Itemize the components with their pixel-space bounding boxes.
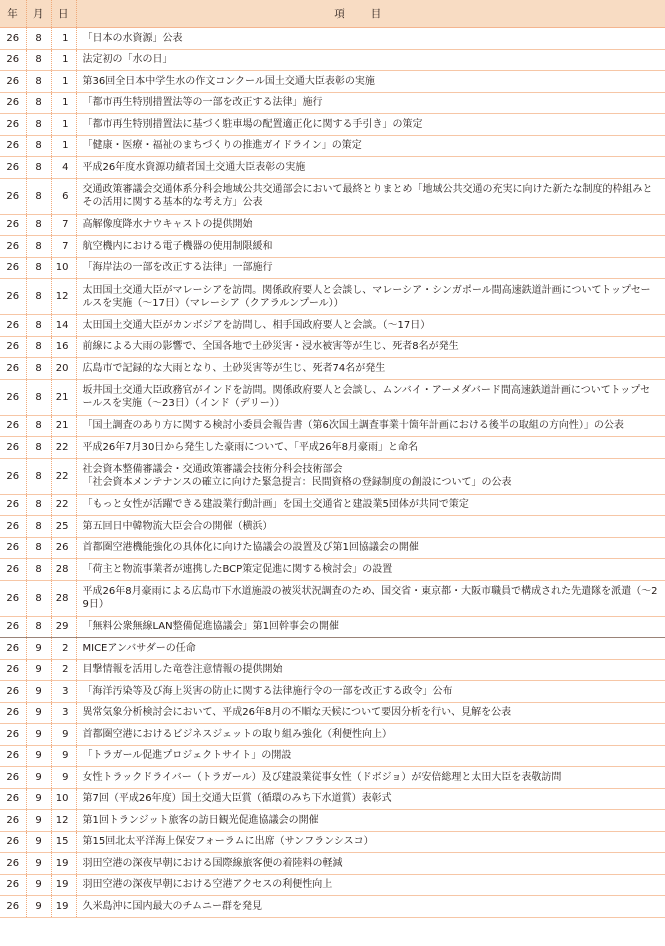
table-row xyxy=(0,49,665,71)
cell-month: 8 xyxy=(26,437,51,459)
item-text: 法定初の「水の日」 xyxy=(82,54,173,66)
cell-year: 26 xyxy=(0,178,26,214)
item-text: 広島市で記録的な大雨となり、土砂災害等が生じ、死者74名が発生 xyxy=(82,362,386,374)
item-text: 羽田空港の深夜早朝における空港アクセスの利便性向上 xyxy=(82,879,333,891)
item-text: 「海洋汚染等及び海上災害の防止に関する法律施行令の一部を改正する政令」公布 xyxy=(82,685,453,697)
table-row xyxy=(0,788,665,810)
table-row xyxy=(0,214,665,236)
cell-year: 26 xyxy=(0,681,26,703)
cell-day: 19 xyxy=(51,896,76,918)
cell-day: 22 xyxy=(51,494,76,516)
cell-month: 8 xyxy=(26,616,51,638)
cell-year: 26 xyxy=(0,214,26,236)
cell-day: 12 xyxy=(51,279,76,315)
cell-month: 8 xyxy=(26,537,51,559)
cell-item xyxy=(76,702,665,724)
cell-year: 26 xyxy=(0,49,26,71)
table-row xyxy=(0,616,665,638)
item-text: 女性トラックドライバー（トラガール）及び建設業従事女性（ドボジョ）が安倍総理と太田大臣を表敬訪問 xyxy=(82,771,562,783)
cell-year: 26 xyxy=(0,494,26,516)
item-text: 「トラガール促進プロジェクトサイト」の開設 xyxy=(82,750,292,762)
table-row xyxy=(0,537,665,559)
item-text: 前線による大雨の影響で、全国各地で土砂災害・浸水被害等が生じ、死者8名が発生 xyxy=(82,341,459,353)
cell-item xyxy=(76,896,665,918)
cell-month: 9 xyxy=(26,831,51,853)
item-text: 久米島沖に国内最大のチムニー群を発見 xyxy=(82,900,262,912)
item-text: 目撃情報を活用した竜巻注意情報の提供開始 xyxy=(82,664,283,676)
table-row xyxy=(0,157,665,179)
cell-day: 25 xyxy=(51,516,76,538)
cell-month: 9 xyxy=(26,853,51,875)
item-text: 異常気象分析検討会において、平成26年8月の不順な天候について要因分析を行い、見解を公表 xyxy=(82,707,512,719)
cell-item xyxy=(76,178,665,214)
cell-year: 26 xyxy=(0,788,26,810)
item-text: 「もっと女性が活躍できる建設業行動計画」を国土交通省と建設業5団体が共同で策定 xyxy=(82,499,469,511)
header-item-label: 項目 xyxy=(334,8,408,20)
cell-month: 9 xyxy=(26,810,51,832)
cell-day: 1 xyxy=(51,28,76,50)
cell-year: 26 xyxy=(0,135,26,157)
cell-item xyxy=(76,49,665,71)
table-row xyxy=(0,92,665,114)
cell-month: 8 xyxy=(26,157,51,179)
cell-month: 8 xyxy=(26,494,51,516)
cell-item xyxy=(76,831,665,853)
cell-day: 26 xyxy=(51,537,76,559)
cell-year: 26 xyxy=(0,379,26,415)
cell-month: 8 xyxy=(26,279,51,315)
cell-year: 26 xyxy=(0,92,26,114)
table-row xyxy=(0,458,665,494)
cell-day: 2 xyxy=(51,638,76,660)
cell-month: 8 xyxy=(26,415,51,437)
item-text: 第36回全日本中学生水の作文コンクール国土交通大臣表彰の実施 xyxy=(82,75,375,87)
item-text: 平成26年7月30日から発生した豪雨について、「平成26年8月豪雨」と命名 xyxy=(82,441,418,453)
item-text: 平成26年度水資源功績者国土交通大臣表彰の実施 xyxy=(82,161,306,173)
table-row xyxy=(0,580,665,616)
table-body xyxy=(0,28,665,918)
cell-day: 12 xyxy=(51,810,76,832)
cell-day: 2 xyxy=(51,659,76,681)
item-text: 第1回トランジット旅客の訪日観光促進協議会の開催 xyxy=(82,814,319,826)
cell-month: 8 xyxy=(26,28,51,50)
table-row xyxy=(0,853,665,875)
table-row xyxy=(0,336,665,358)
cell-year: 26 xyxy=(0,458,26,494)
item-text: 首都圏空港におけるビジネスジェットの取り組み強化（利便性向上） xyxy=(82,728,392,740)
table-row xyxy=(0,358,665,380)
table-row xyxy=(0,135,665,157)
cell-day: 9 xyxy=(51,724,76,746)
cell-month: 9 xyxy=(26,638,51,660)
cell-item xyxy=(76,638,665,660)
cell-year: 26 xyxy=(0,831,26,853)
cell-day: 6 xyxy=(51,178,76,214)
cell-item xyxy=(76,28,665,50)
cell-day: 9 xyxy=(51,745,76,767)
table-row xyxy=(0,28,665,50)
cell-year: 26 xyxy=(0,580,26,616)
cell-item xyxy=(76,559,665,581)
table-row xyxy=(0,638,665,660)
cell-item xyxy=(76,379,665,415)
item-text: 「日本の水資源」公表 xyxy=(82,32,183,44)
table-row xyxy=(0,415,665,437)
cell-month: 8 xyxy=(26,49,51,71)
cell-month: 9 xyxy=(26,659,51,681)
cell-month: 9 xyxy=(26,681,51,703)
table-row xyxy=(0,114,665,136)
cell-item xyxy=(76,135,665,157)
cell-item xyxy=(76,516,665,538)
item-text: 第五回日中韓物流大臣会合の開催（横浜） xyxy=(82,520,273,532)
cell-item xyxy=(76,458,665,494)
cell-item xyxy=(76,257,665,279)
cell-month: 9 xyxy=(26,724,51,746)
table-row xyxy=(0,810,665,832)
cell-day: 19 xyxy=(51,874,76,896)
cell-day: 21 xyxy=(51,415,76,437)
cell-month: 8 xyxy=(26,379,51,415)
cell-year: 26 xyxy=(0,724,26,746)
cell-day: 10 xyxy=(51,257,76,279)
cell-day: 20 xyxy=(51,358,76,380)
cell-day: 22 xyxy=(51,458,76,494)
cell-item xyxy=(76,745,665,767)
cell-day: 3 xyxy=(51,702,76,724)
table-row xyxy=(0,257,665,279)
cell-month: 9 xyxy=(26,788,51,810)
cell-day: 10 xyxy=(51,788,76,810)
header-month: 月 xyxy=(26,0,51,28)
cell-day: 3 xyxy=(51,681,76,703)
cell-month: 8 xyxy=(26,580,51,616)
cell-item xyxy=(76,336,665,358)
cell-year: 26 xyxy=(0,659,26,681)
cell-year: 26 xyxy=(0,616,26,638)
item-text: 高解像度降水ナウキャストの提供開始 xyxy=(82,219,253,231)
header-day: 日 xyxy=(51,0,76,28)
table-row xyxy=(0,279,665,315)
cell-day: 1 xyxy=(51,135,76,157)
cell-year: 26 xyxy=(0,257,26,279)
item-text: 太田国土交通大臣がマレーシアを訪問。関係政府要人と会談し、マレーシア・シンガポール間高速鉄道計画についてトップセールスを実施（〜17日）（マレーシア（クアラルンプール）） xyxy=(82,284,651,309)
table-row xyxy=(0,437,665,459)
cell-day: 19 xyxy=(51,853,76,875)
cell-item xyxy=(76,358,665,380)
cell-year: 26 xyxy=(0,896,26,918)
header-year: 年 xyxy=(0,0,26,28)
cell-year: 26 xyxy=(0,236,26,258)
item-text: 「無料公衆無線LAN整備促進協議会」第1回幹事会の開催 xyxy=(82,621,339,633)
item-text: 航空機内における電子機器の使用制限緩和 xyxy=(82,240,273,252)
table-row xyxy=(0,178,665,214)
item-text: 「国土調査のあり方に関する検討小委員会報告書（第6次国土調査事業十箇年計画における後半の取組の方向性）」の公表 xyxy=(82,420,624,432)
item-text: 「都市再生特別措置法に基づく駐車場の配置適正化に関する手引き」の策定 xyxy=(82,118,423,130)
cell-month: 8 xyxy=(26,92,51,114)
item-text-line2: 「社会資本メンテナンスの確立に向けた緊急提言：民間資格の登録制度の創設について」の公表 xyxy=(82,477,512,488)
item-text: 第15回北太平洋海上保安フォーラムに出席（サンフランシスコ） xyxy=(82,836,374,848)
table-row xyxy=(0,494,665,516)
header-row xyxy=(0,0,665,28)
table-row xyxy=(0,315,665,337)
cell-item xyxy=(76,810,665,832)
cell-month: 8 xyxy=(26,236,51,258)
header-item xyxy=(76,0,665,28)
cell-item xyxy=(76,681,665,703)
cell-item xyxy=(76,415,665,437)
item-text: 交通政策審議会交通体系分科会地域公共交通部会において最終とりまとめ「地域公共交通の充実に向けた新たな制度的枠組みとその活用に関する基本的な考え方」公表 xyxy=(82,184,653,208)
cell-item xyxy=(76,114,665,136)
cell-month: 8 xyxy=(26,516,51,538)
cell-year: 26 xyxy=(0,559,26,581)
cell-year: 26 xyxy=(0,745,26,767)
cell-day: 1 xyxy=(51,114,76,136)
cell-year: 26 xyxy=(0,114,26,136)
cell-day: 9 xyxy=(51,767,76,789)
cell-day: 14 xyxy=(51,315,76,337)
cell-day: 16 xyxy=(51,336,76,358)
cell-month: 9 xyxy=(26,745,51,767)
cell-month: 9 xyxy=(26,702,51,724)
cell-year: 26 xyxy=(0,157,26,179)
table-row xyxy=(0,681,665,703)
cell-year: 26 xyxy=(0,71,26,93)
cell-year: 26 xyxy=(0,638,26,660)
cell-year: 26 xyxy=(0,358,26,380)
cell-day: 28 xyxy=(51,580,76,616)
cell-month: 8 xyxy=(26,458,51,494)
cell-year: 26 xyxy=(0,853,26,875)
cell-month: 9 xyxy=(26,874,51,896)
cell-day: 7 xyxy=(51,214,76,236)
cell-item xyxy=(76,537,665,559)
table-row xyxy=(0,236,665,258)
cell-day: 4 xyxy=(51,157,76,179)
table-row xyxy=(0,516,665,538)
cell-item xyxy=(76,71,665,93)
cell-year: 26 xyxy=(0,537,26,559)
table-row xyxy=(0,559,665,581)
cell-item xyxy=(76,874,665,896)
table-row xyxy=(0,874,665,896)
cell-month: 9 xyxy=(26,767,51,789)
item-text: 平成26年8月豪雨による広島市下水道施設の被災状況調査のため、国交省・東京都・大阪市職員で構成された先遣隊を派遣（〜29日） xyxy=(82,586,658,610)
cell-month: 8 xyxy=(26,559,51,581)
cell-item xyxy=(76,214,665,236)
table-row xyxy=(0,896,665,918)
cell-month: 8 xyxy=(26,336,51,358)
cell-year: 26 xyxy=(0,415,26,437)
item-text: MICEアンバサダーの任命 xyxy=(82,642,196,654)
item-text: 太田国土交通大臣がカンボジアを訪問し、相手国政府要人と会談。（〜17日） xyxy=(82,319,431,331)
item-text: 坂井国土交通大臣政務官がインドを訪問。関係政府要人と会談し、ムンバイ・アーメダバード間高速鉄道計画についてトップセールスを実施（〜23日）（インド（デリー）） xyxy=(82,385,651,409)
cell-year: 26 xyxy=(0,28,26,50)
cell-day: 21 xyxy=(51,379,76,415)
item-text: 「海岸法の一部を改正する法律」一部施行 xyxy=(82,262,273,274)
cell-day: 7 xyxy=(51,236,76,258)
cell-month: 8 xyxy=(26,315,51,337)
cell-item xyxy=(76,767,665,789)
cell-year: 26 xyxy=(0,315,26,337)
cell-month: 8 xyxy=(26,358,51,380)
cell-year: 26 xyxy=(0,437,26,459)
table-row xyxy=(0,745,665,767)
item-text: 羽田空港の深夜早朝における国際線旅客便の着陸料の軽減 xyxy=(82,857,343,869)
cell-day: 29 xyxy=(51,616,76,638)
cell-month: 8 xyxy=(26,214,51,236)
table-row xyxy=(0,71,665,93)
cell-item xyxy=(76,724,665,746)
cell-item xyxy=(76,853,665,875)
cell-item xyxy=(76,157,665,179)
table-row xyxy=(0,831,665,853)
cell-item xyxy=(76,494,665,516)
table-row xyxy=(0,659,665,681)
cell-item xyxy=(76,788,665,810)
cell-item xyxy=(76,437,665,459)
cell-item xyxy=(76,92,665,114)
item-text: 社会資本整備審議会・交通政策審議会技術分科会技術部会 xyxy=(82,464,343,475)
cell-day: 1 xyxy=(51,71,76,93)
cell-day: 1 xyxy=(51,49,76,71)
cell-month: 8 xyxy=(26,71,51,93)
item-text: 「都市再生特別措置法等の一部を改正する法律」施行 xyxy=(82,97,323,109)
cell-year: 26 xyxy=(0,516,26,538)
item-text: 「健康・医療・福祉のまちづくりの推進ガイドライン」の策定 xyxy=(82,140,362,152)
cell-day: 1 xyxy=(51,92,76,114)
item-text: 第7回（平成26年度）国土交通大臣賞（循環のみち下水道賞）表彰式 xyxy=(82,793,392,805)
cell-year: 26 xyxy=(0,810,26,832)
cell-year: 26 xyxy=(0,279,26,315)
cell-item xyxy=(76,315,665,337)
cell-month: 8 xyxy=(26,257,51,279)
cell-item xyxy=(76,580,665,616)
cell-item xyxy=(76,616,665,638)
cell-year: 26 xyxy=(0,874,26,896)
cell-month: 8 xyxy=(26,135,51,157)
table-row xyxy=(0,702,665,724)
cell-item xyxy=(76,659,665,681)
cell-month: 9 xyxy=(26,896,51,918)
cell-day: 22 xyxy=(51,437,76,459)
cell-year: 26 xyxy=(0,336,26,358)
item-text: 首都圏空港機能強化の具体化に向けた協議会の設置及び第1回協議会の開催 xyxy=(82,542,419,554)
table-row xyxy=(0,767,665,789)
item-text: 「荷主と物流事業者が連携したBCP策定促進に関する検討会」の設置 xyxy=(82,563,393,575)
cell-item xyxy=(76,279,665,315)
cell-month: 8 xyxy=(26,114,51,136)
cell-month: 8 xyxy=(26,178,51,214)
cell-day: 15 xyxy=(51,831,76,853)
cell-year: 26 xyxy=(0,702,26,724)
cell-item xyxy=(76,236,665,258)
cell-year: 26 xyxy=(0,767,26,789)
table-row xyxy=(0,379,665,415)
table-row xyxy=(0,724,665,746)
cell-day: 28 xyxy=(51,559,76,581)
